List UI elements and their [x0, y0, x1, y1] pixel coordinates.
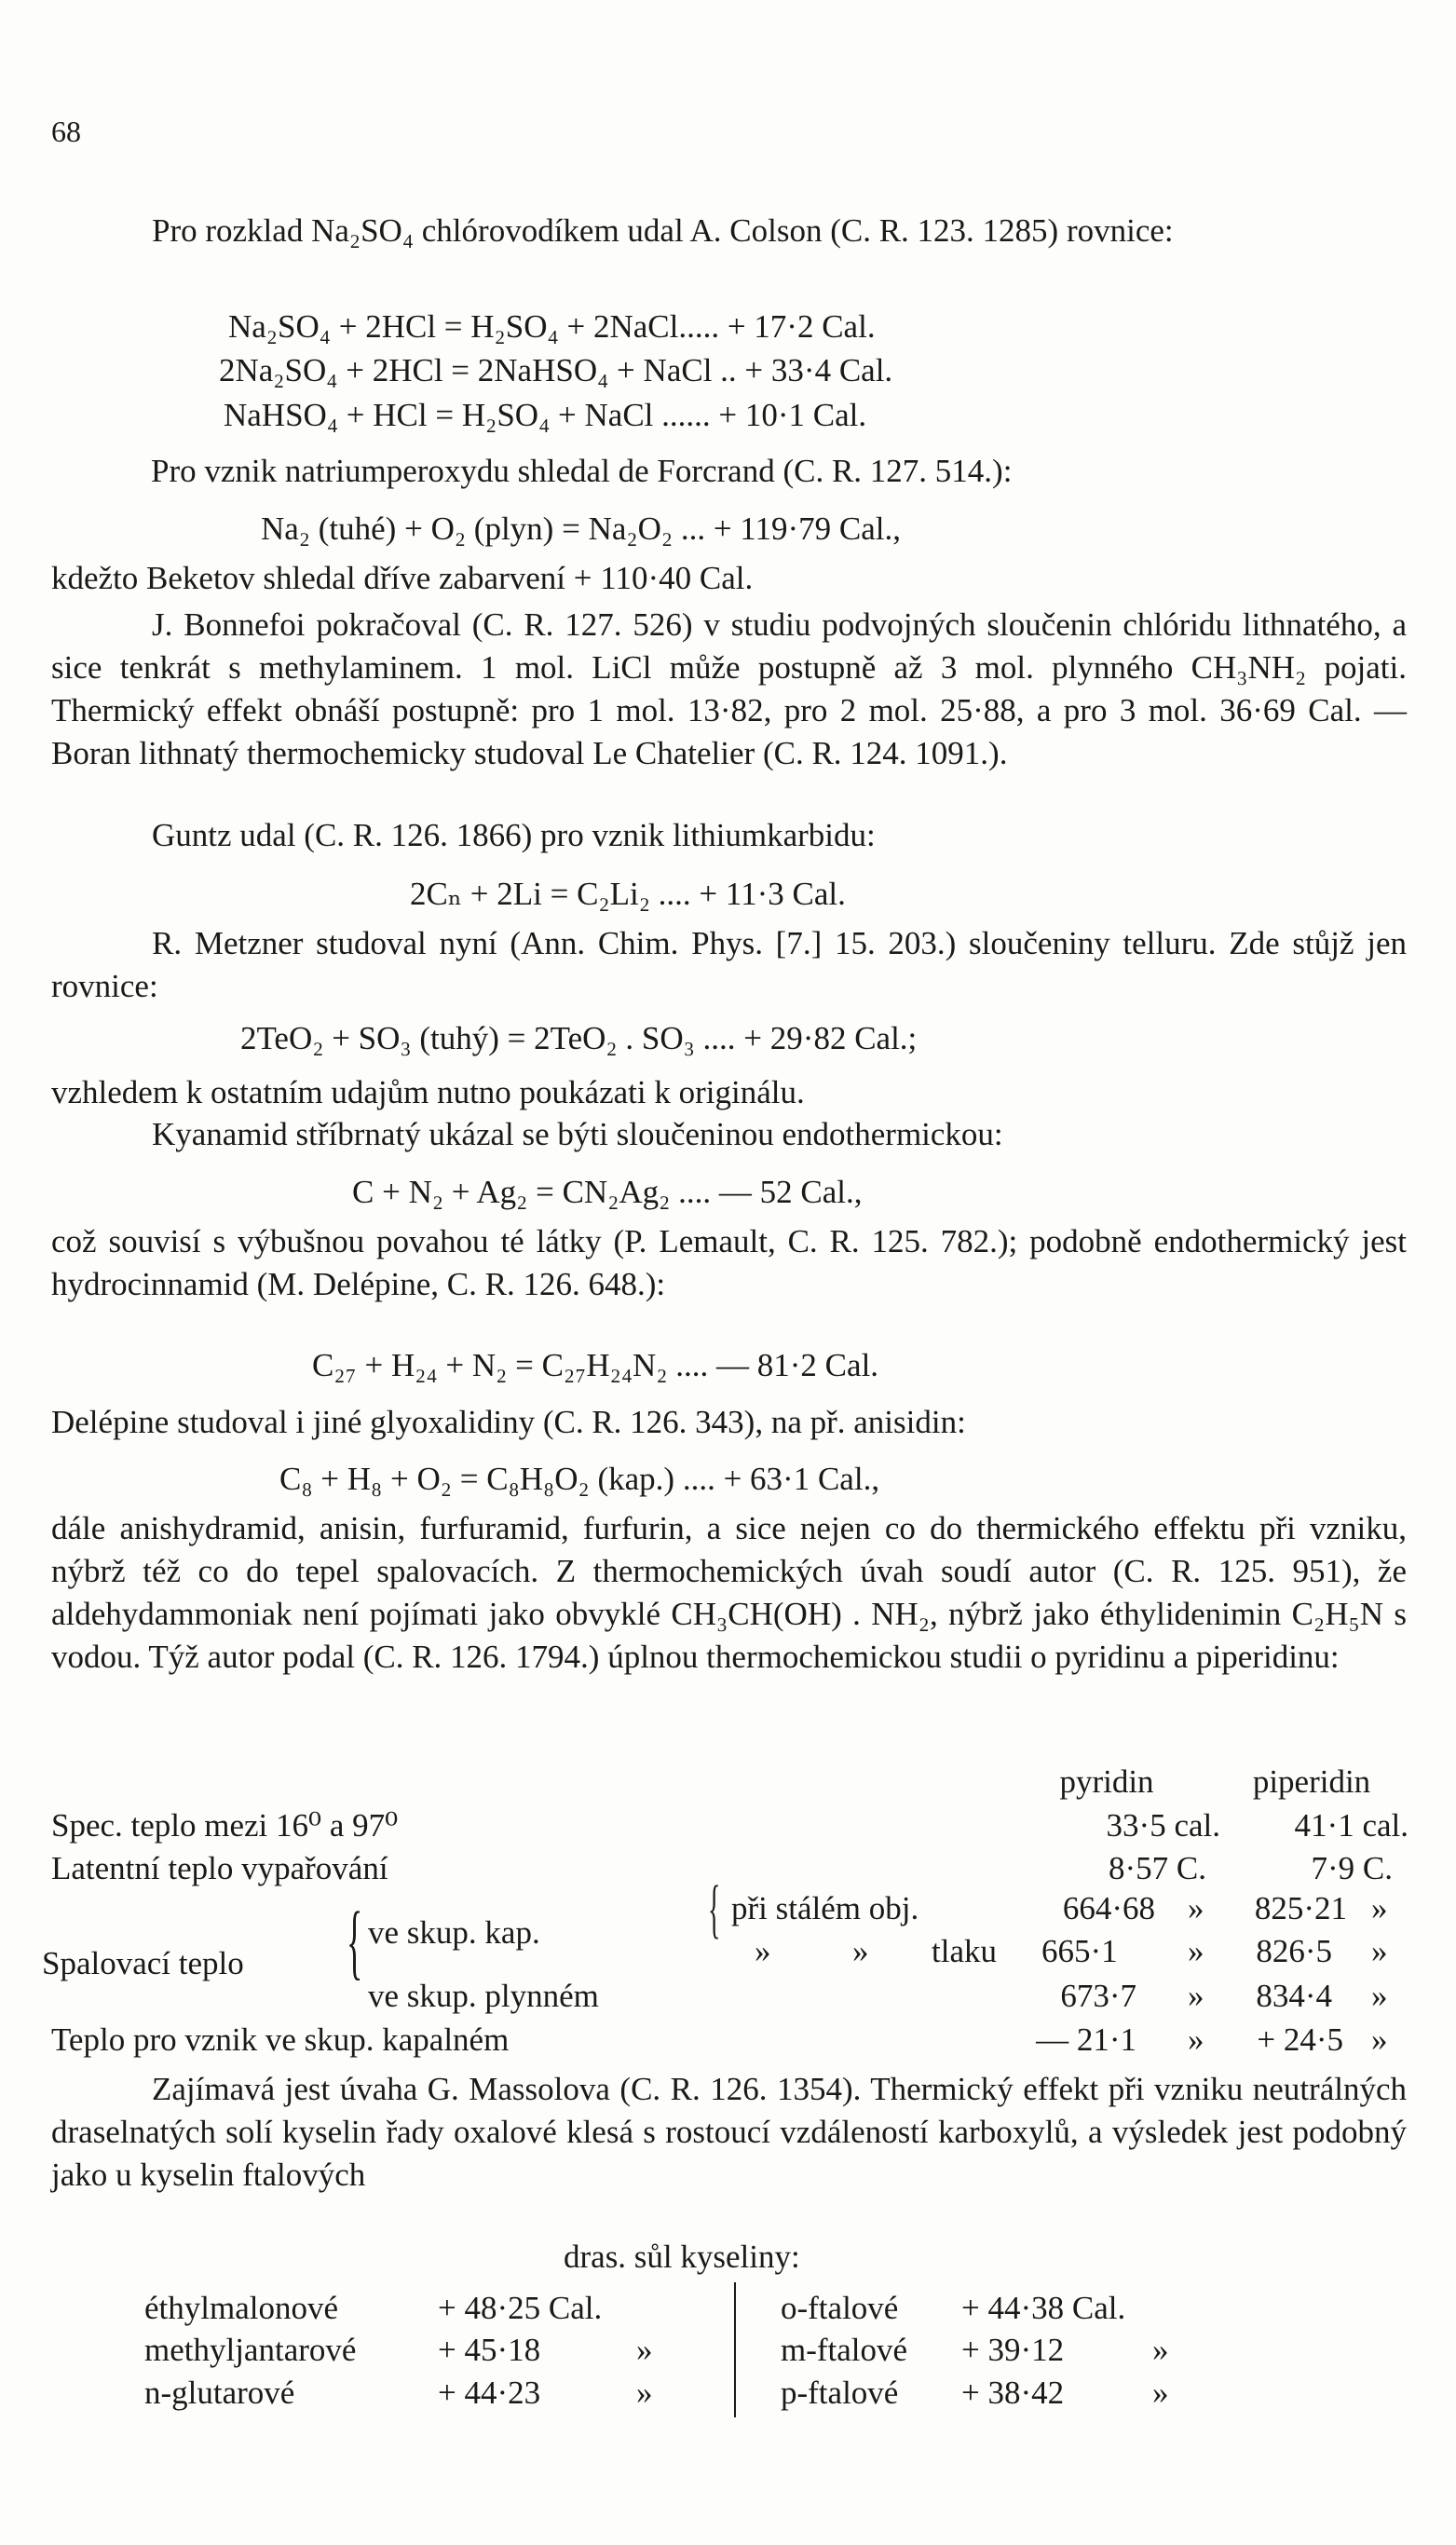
- ditto-mark: »: [1188, 1978, 1204, 2014]
- ditto-mark: »: [1152, 2332, 1169, 2368]
- equation-7: C + N₂ + Ag₂ = CN₂Ag₂ .... — 52 Cal.,: [352, 1174, 863, 1210]
- ditto-mark: »: [1188, 1933, 1204, 1969]
- equation-6: 2TeO₂ + SO₃ (tuhý) = 2TeO₂ . SO₃ .... + 29·82 Cal.;: [240, 1020, 918, 1056]
- equation-1: Na₂SO₄ + 2HCl = H₂SO₄ + 2NaCl..... + 17·2 Cal.: [228, 308, 876, 345]
- cell-value: 825·21: [1254, 1890, 1347, 1926]
- left-brace: {: [708, 1873, 721, 1945]
- ditto-mark: »: [1188, 2021, 1204, 2058]
- ditto-mark: »: [1371, 1933, 1388, 1969]
- acid-value: + 48·25 Cal.: [438, 2290, 603, 2326]
- cell-value: 826·5: [1256, 1933, 1332, 1969]
- paragraph-delepine: Delépine studoval i jiné glyoxalidiny (C. R. 126. 343), na př. anisidin:: [51, 1404, 966, 1440]
- cell-value: 834·4: [1256, 1978, 1332, 2014]
- equation-2: 2Na₂SO₄ + 2HCl = 2NaHSO₄ + NaCl .. + 33·4 Cal.: [219, 352, 893, 388]
- paragraph-colson: Pro rozklad Na₂SO₄ chlórovodíkem udal A. Colson (C. R. 123. 1285) rovnice:: [152, 212, 1174, 249]
- table-header: dras. sůl kyseliny:: [564, 2239, 800, 2275]
- paragraph-originalu: vzhledem k ostatním udajům nutno poukázati k originálu.: [51, 1074, 805, 1110]
- acid-name: éthylmalonové: [144, 2290, 339, 2326]
- acid-value: + 44·38 Cal.: [961, 2290, 1126, 2326]
- ditto-mark: »: [1371, 2021, 1388, 2058]
- row-sublabel: ve skup. plynném: [368, 1978, 599, 2014]
- column-header-piperidin: piperidin: [1252, 1763, 1371, 1800]
- acid-name: o-ftalové: [781, 2290, 899, 2326]
- paragraph-lemault: což souvisí s výbušnou povahou té látky (P. Lemault, C. R. 125. 782.); podobně endothermický jest hydrocinnamid (M. Delépine, C. R. 126. 648.):: [51, 1223, 1407, 1302]
- cell-value: 33·5 cal.: [1106, 1807, 1220, 1844]
- paragraph-metzner: R. Metzner studoval nyní (Ann. Chim. Phys. [7.] 15. 203.) sloučeniny telluru. Zde stůjž jen rovnice:: [51, 925, 1407, 1004]
- row-label-teplo-vznik: Teplo pro vznik ve skup. kapalném: [51, 2021, 510, 2058]
- equation-8: C₂₇ + H₂₄ + N₂ = C₂₇H₂₄N₂ .... — 81·2 Cal.: [312, 1347, 879, 1383]
- acid-value: + 44·23: [438, 2375, 541, 2411]
- ditto-mark: »: [636, 2332, 653, 2368]
- row-label-spec-teplo: Spec. teplo mezi 16⁰ a 97⁰: [51, 1807, 399, 1844]
- column-header-pyridin: pyridin: [1059, 1763, 1154, 1800]
- cell-value: 673·7: [1060, 1978, 1136, 2014]
- paragraph-beketov: kdežto Beketov shledal dříve zabarvení + 110·40 Cal.: [51, 560, 754, 596]
- equation-3: NaHSO₄ + HCl = H₂SO₄ + NaCl ...... + 10·1 Cal.: [224, 397, 867, 433]
- acid-name: methyljantarové: [144, 2332, 357, 2368]
- equation-5: 2Cₙ + 2Li = C₂Li₂ .... + 11·3 Cal.: [410, 876, 846, 912]
- row-label-spalovaci-teplo: Spalovací teplo: [42, 1945, 244, 1981]
- ditto-mark: »: [1371, 1890, 1388, 1926]
- cell-value: 7·9 C.: [1311, 1850, 1393, 1886]
- row-sublabel: ve skup. kap.: [368, 1914, 540, 1951]
- cell-value: + 24·5: [1257, 2021, 1343, 2058]
- acid-name: n-glutarové: [144, 2375, 295, 2411]
- condition-label: tlaku: [932, 1933, 997, 1969]
- paragraph-kyanamid: Kyanamid stříbrnatý ukázal se býti sloučeninou endothermickou:: [152, 1116, 1003, 1152]
- acid-value: + 39·12: [961, 2332, 1065, 2368]
- cell-value: 664·68: [1062, 1890, 1155, 1926]
- condition-label: při stálém obj.: [731, 1890, 919, 1926]
- column-divider: [734, 2282, 736, 2417]
- equation-4: Na₂ (tuhé) + O₂ (plyn) = Na₂O₂ ... + 119·79 Cal.,: [261, 510, 902, 547]
- ditto-mark: »: [1371, 1978, 1388, 2014]
- paragraph-massol: Zajímavá jest úvaha G. Massolova (C. R. 126. 1354). Thermický effekt při vzniku neutrálných draselnatých solí kyselin řady oxalové klesá s rostoucí vzdáleností karboxylů, a výsledek jest podobný jako u kyselin ftalových: [51, 2071, 1407, 2193]
- page-number: 68: [51, 115, 81, 148]
- acid-name: m-ftalové: [781, 2332, 908, 2368]
- ditto-mark: »: [636, 2375, 653, 2411]
- cell-value: 665·1: [1041, 1933, 1118, 1969]
- ditto-mark: »: [1152, 2375, 1169, 2411]
- ditto-mark: »: [755, 1933, 771, 1969]
- paragraph-anishydramid: dále anishydramid, anisin, furfuramid, furfurin, a sice nejen co do thermického effektu při vzniku, nýbrž též co do tepel spalovacích. Z thermochemických úvah soudí autor (C. R. 125. 951), že aldehydammoniak není pojímati jako obvyklé CH₃CH(OH) . NH₂, nýbrž jako éthylidenimin C₂H₅N s vodou. Týž autor podal (C. R. 126. 1794.) úplnou thermochemickou studii o pyridinu a piperidinu:: [51, 1510, 1407, 1675]
- cell-value: 8·57 C.: [1109, 1850, 1206, 1886]
- acid-value: + 38·42: [961, 2375, 1065, 2411]
- ditto-mark: »: [852, 1933, 869, 1969]
- acid-value: + 45·18: [438, 2332, 541, 2368]
- cell-value: — 21·1: [1036, 2021, 1136, 2058]
- acid-name: p-ftalové: [781, 2375, 899, 2411]
- paragraph-guntz: Guntz udal (C. R. 126. 1866) pro vznik lithiumkarbidu:: [152, 817, 876, 853]
- left-brace: {: [347, 1896, 363, 1988]
- equation-9: C₈ + H₈ + O₂ = C₈H₈O₂ (kap.) .... + 63·1 Cal.,: [279, 1461, 880, 1497]
- ditto-mark: »: [1188, 1890, 1204, 1926]
- row-label-latentni-teplo: Latentní teplo vypařování: [51, 1850, 388, 1886]
- paragraph-bonnefoi: J. Bonnefoi pokračoval (C. R. 127. 526) v studiu podvojných sloučenin chlóridu lithnatého, a sice tenkrát s methylaminem. 1 mol. LiCl může postupně až 3 mol. plynného CH₃NH₂ pojati. Thermický effekt obnáší postupně: pro 1 mol. 13·82, pro 2 mol. 25·88, a pro 3 mol. 36·69 Cal. — Boran lithnatý thermochemicky studoval Le Chatelier (C. R. 124. 1091.).: [51, 606, 1407, 771]
- paragraph-forcrand: Pro vznik natriumperoxydu shledal de Forcrand (C. R. 127. 514.):: [151, 453, 1013, 489]
- cell-value: 41·1 cal.: [1294, 1807, 1408, 1844]
